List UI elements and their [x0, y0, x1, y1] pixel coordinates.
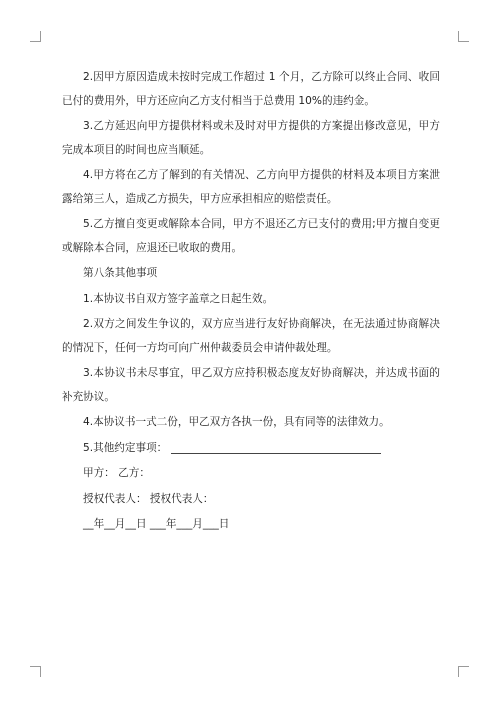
- section-item: 4.本协议书一式二份，甲乙双方各执一份，具有同等的法律效力。: [83, 416, 390, 428]
- section-item: 1.本协议书自双方签字盖章之日起生效。: [83, 292, 274, 305]
- section-title: 第八条其他事项: [83, 267, 158, 279]
- crop-mark-top-right: [458, 31, 469, 42]
- clause-paragraph: 3.乙方延迟向甲方提供材料或未及时对甲方提供的方案提出修改意见，甲方完成本项目的时间也应当顺延。: [62, 120, 440, 156]
- other-matters-blank: [171, 439, 381, 454]
- other-matters-line: [62, 437, 440, 461]
- representatives-line: 授权代表人： 授权代表人：: [83, 492, 214, 505]
- clause-paragraph: 4.甲方将在乙方了解到的有关情况、乙方向甲方提供的材料及本项目方案泄露给第三人，造成乙方损失，甲方应承担相应的赔偿责任。: [62, 169, 440, 205]
- date-line: __年__月__日 ___年___月___日: [83, 518, 230, 530]
- section-item: 2.双方之间发生争议的，双方应当进行友好协商解决，在无法通过协商解决的情况下，任何一方均可向广州仲裁委员会申请仲裁处理。: [62, 318, 440, 354]
- crop-mark-top-left: [30, 31, 41, 42]
- clause-paragraph: 2.因甲方原因造成未按时完成工作超过 1 个月，乙方除可以终止合同、收回已付的费用外，甲方还应向乙方支付相当于总费用 10%的违约金。: [62, 71, 440, 107]
- parties-line: 甲方： 乙方：: [83, 467, 150, 479]
- crop-mark-bottom-left: [30, 666, 41, 677]
- clause-paragraph: 5.乙方擅自变更或解除本合同，甲方不退还乙方已支付的费用;甲方擅自变更或解除本合同，应退还已收取的费用。: [62, 218, 440, 254]
- other-matters-label: 5.其他约定事项：: [83, 441, 168, 454]
- section-item: 3.本协议书未尽事宜，甲乙双方应持积极态度友好协商解决，并达成书面的补充协议。: [62, 367, 440, 403]
- crop-mark-bottom-right: [458, 666, 469, 677]
- document-body: [62, 66, 440, 539]
